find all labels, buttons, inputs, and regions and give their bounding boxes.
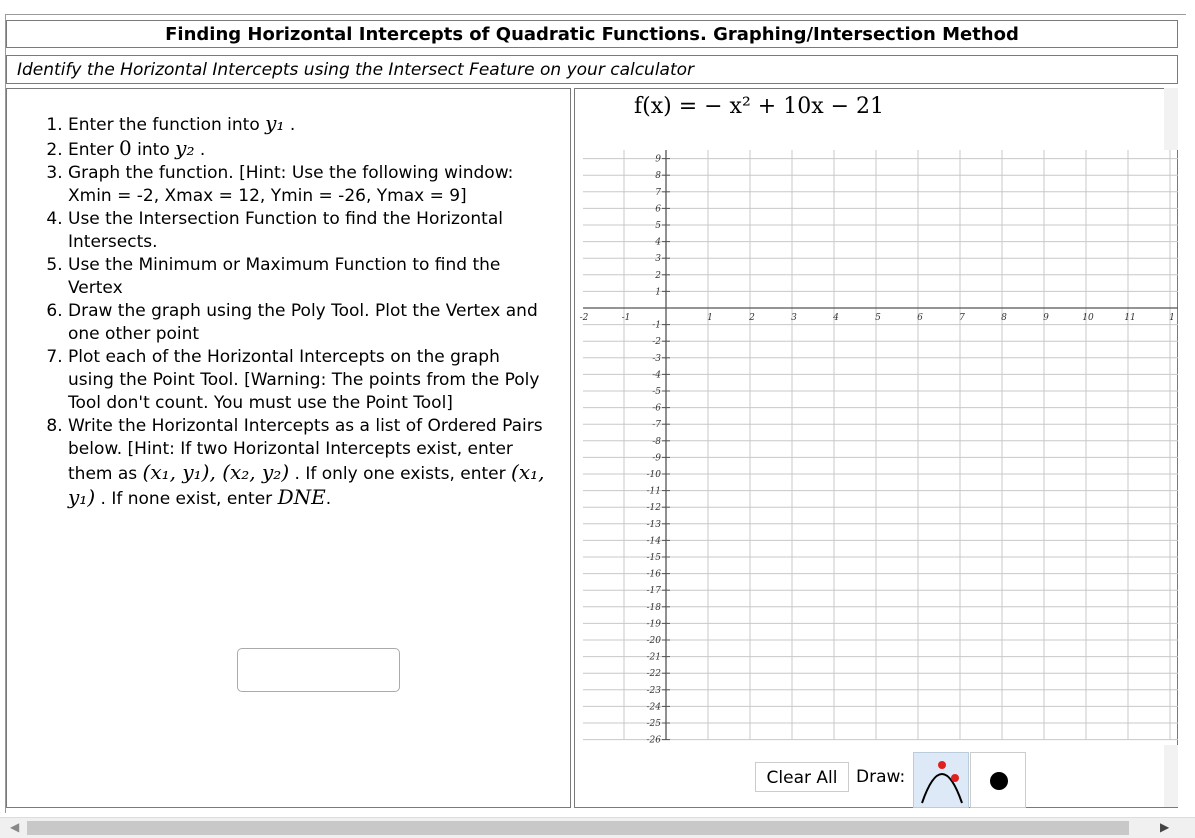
y-tick-label: -17 <box>646 586 661 597</box>
y-tick-label: -24 <box>646 702 661 713</box>
x-tick-label: 6 <box>917 313 923 323</box>
x-tick-label: -2 <box>579 313 589 323</box>
y-tick-label: 6 <box>655 204 661 215</box>
step-4: 4. Use the Intersection Function to find the Horizontal Intersects. <box>68 208 550 254</box>
y-tick-label: 4 <box>655 237 661 248</box>
y-tick-label: -2 <box>652 337 661 348</box>
y-tick-label: -12 <box>646 503 661 514</box>
step-5: 5. Use the Minimum or Maximum Function to find the Vertex <box>68 254 550 300</box>
y-tick-label: 7 <box>655 187 661 198</box>
y-tick-label: -26 <box>646 735 661 746</box>
y-tick-label: -21 <box>646 652 661 663</box>
y-tick-label: -9 <box>652 453 661 464</box>
y-tick-label: -22 <box>646 669 661 680</box>
y-tick-label: -25 <box>646 719 661 729</box>
y-tick-label: -5 <box>652 387 661 397</box>
y-tick-label: -1 <box>652 320 661 331</box>
y-tick-label: -11 <box>646 486 661 497</box>
y-tick-label: -14 <box>646 536 661 547</box>
coordinate-grid[interactable] <box>579 150 1178 746</box>
x-tick-label: 5 <box>875 313 881 323</box>
step-6: 6. Draw the graph using the Poly Tool. Plot the Vertex and one other point <box>68 300 550 346</box>
step-1: 1. Enter the function into y₁ . <box>68 112 550 137</box>
y-tick-label: -6 <box>652 403 661 414</box>
x-tick-label: -1 <box>621 313 631 323</box>
horizontal-scrollbar[interactable] <box>0 817 1195 838</box>
page-title: Finding Horizontal Intercepts of Quadratic Functions. Graphing/Intersection Method <box>6 20 1178 48</box>
y-tick-label: -4 <box>652 370 661 381</box>
y-tick-label: 9 <box>655 154 661 165</box>
y-tick-label: 1 <box>655 287 661 298</box>
y-tick-label: 8 <box>655 171 661 182</box>
y-tick-label: -19 <box>646 619 661 630</box>
y-tick-label: 2 <box>655 270 661 281</box>
point-tool-button[interactable] <box>970 752 1026 808</box>
y-tick-label: -20 <box>646 636 661 646</box>
y-tick-label: -16 <box>646 569 661 580</box>
y-tick-label: -8 <box>652 436 661 447</box>
x-tick-label: 3 <box>791 313 797 323</box>
x-tick-label: 1 <box>707 313 713 323</box>
x-tick-label: 7 <box>959 313 965 323</box>
step-3: 3. Graph the function. [Hint: Use the following window: Xmin = -2, Xmax = 12, Ymin = -26, Ymax = 9] <box>68 162 550 208</box>
clear-all-button[interactable]: Clear All <box>755 762 849 792</box>
function-label: f(x) = − x² + 10x − 21 <box>633 94 885 119</box>
y-tick-label: -13 <box>646 519 661 530</box>
step-7: 7. Plot each of the Horizontal Intercepts on the graph using the Point Tool. [Warning: The points from the Poly Tool don't count. You must use the Point Tool] <box>68 346 550 415</box>
x-tick-label: 2 <box>749 313 755 323</box>
point-tool-icon <box>971 753 1027 809</box>
y-tick-label: 5 <box>655 221 661 231</box>
x-tick-label: 9 <box>1043 313 1049 323</box>
x-tick-label: 4 <box>833 313 839 323</box>
parabola-tool-icon <box>914 753 970 809</box>
step-8: 8. Write the Horizontal Intercepts as a list of Ordered Pairs below. [Hint: If two Horizontal Intercepts exist, enter them as (x₁, y₁), (x₂, y₂) . If only one exists, enter (x₁, y₁) . If none exist, enter DNE. <box>68 415 550 511</box>
answer-input[interactable] <box>237 648 400 692</box>
y-tick-label: 3 <box>655 254 661 265</box>
graph-scrollbar-top[interactable] <box>1164 88 1178 150</box>
graph-scrollbar-bottom[interactable] <box>1164 745 1178 807</box>
poly-tool-button[interactable] <box>913 752 969 808</box>
instructions-subtitle: Identify the Horizontal Intercepts using the Intersect Feature on your calculator <box>6 55 1178 84</box>
scroll-left-icon[interactable]: ◀ <box>10 820 20 834</box>
scrollbar-thumb[interactable] <box>27 821 1129 835</box>
scroll-right-icon[interactable]: ▶ <box>1160 820 1170 834</box>
x-tick-label: 1 <box>1169 313 1175 323</box>
step-2: 2. Enter 0 into y₂ . <box>68 137 550 162</box>
steps-list <box>20 112 550 511</box>
draw-label: Draw: <box>856 767 906 787</box>
y-tick-label: -10 <box>646 470 661 480</box>
y-tick-label: -7 <box>652 420 661 431</box>
x-tick-label: 8 <box>1001 313 1007 323</box>
x-tick-label: 10 <box>1082 313 1094 323</box>
y-tick-label: -15 <box>646 553 661 563</box>
y-tick-label: -3 <box>652 353 661 364</box>
y-tick-label: -23 <box>646 685 661 696</box>
x-tick-label: 11 <box>1124 313 1136 323</box>
y-tick-label: -18 <box>646 602 661 613</box>
